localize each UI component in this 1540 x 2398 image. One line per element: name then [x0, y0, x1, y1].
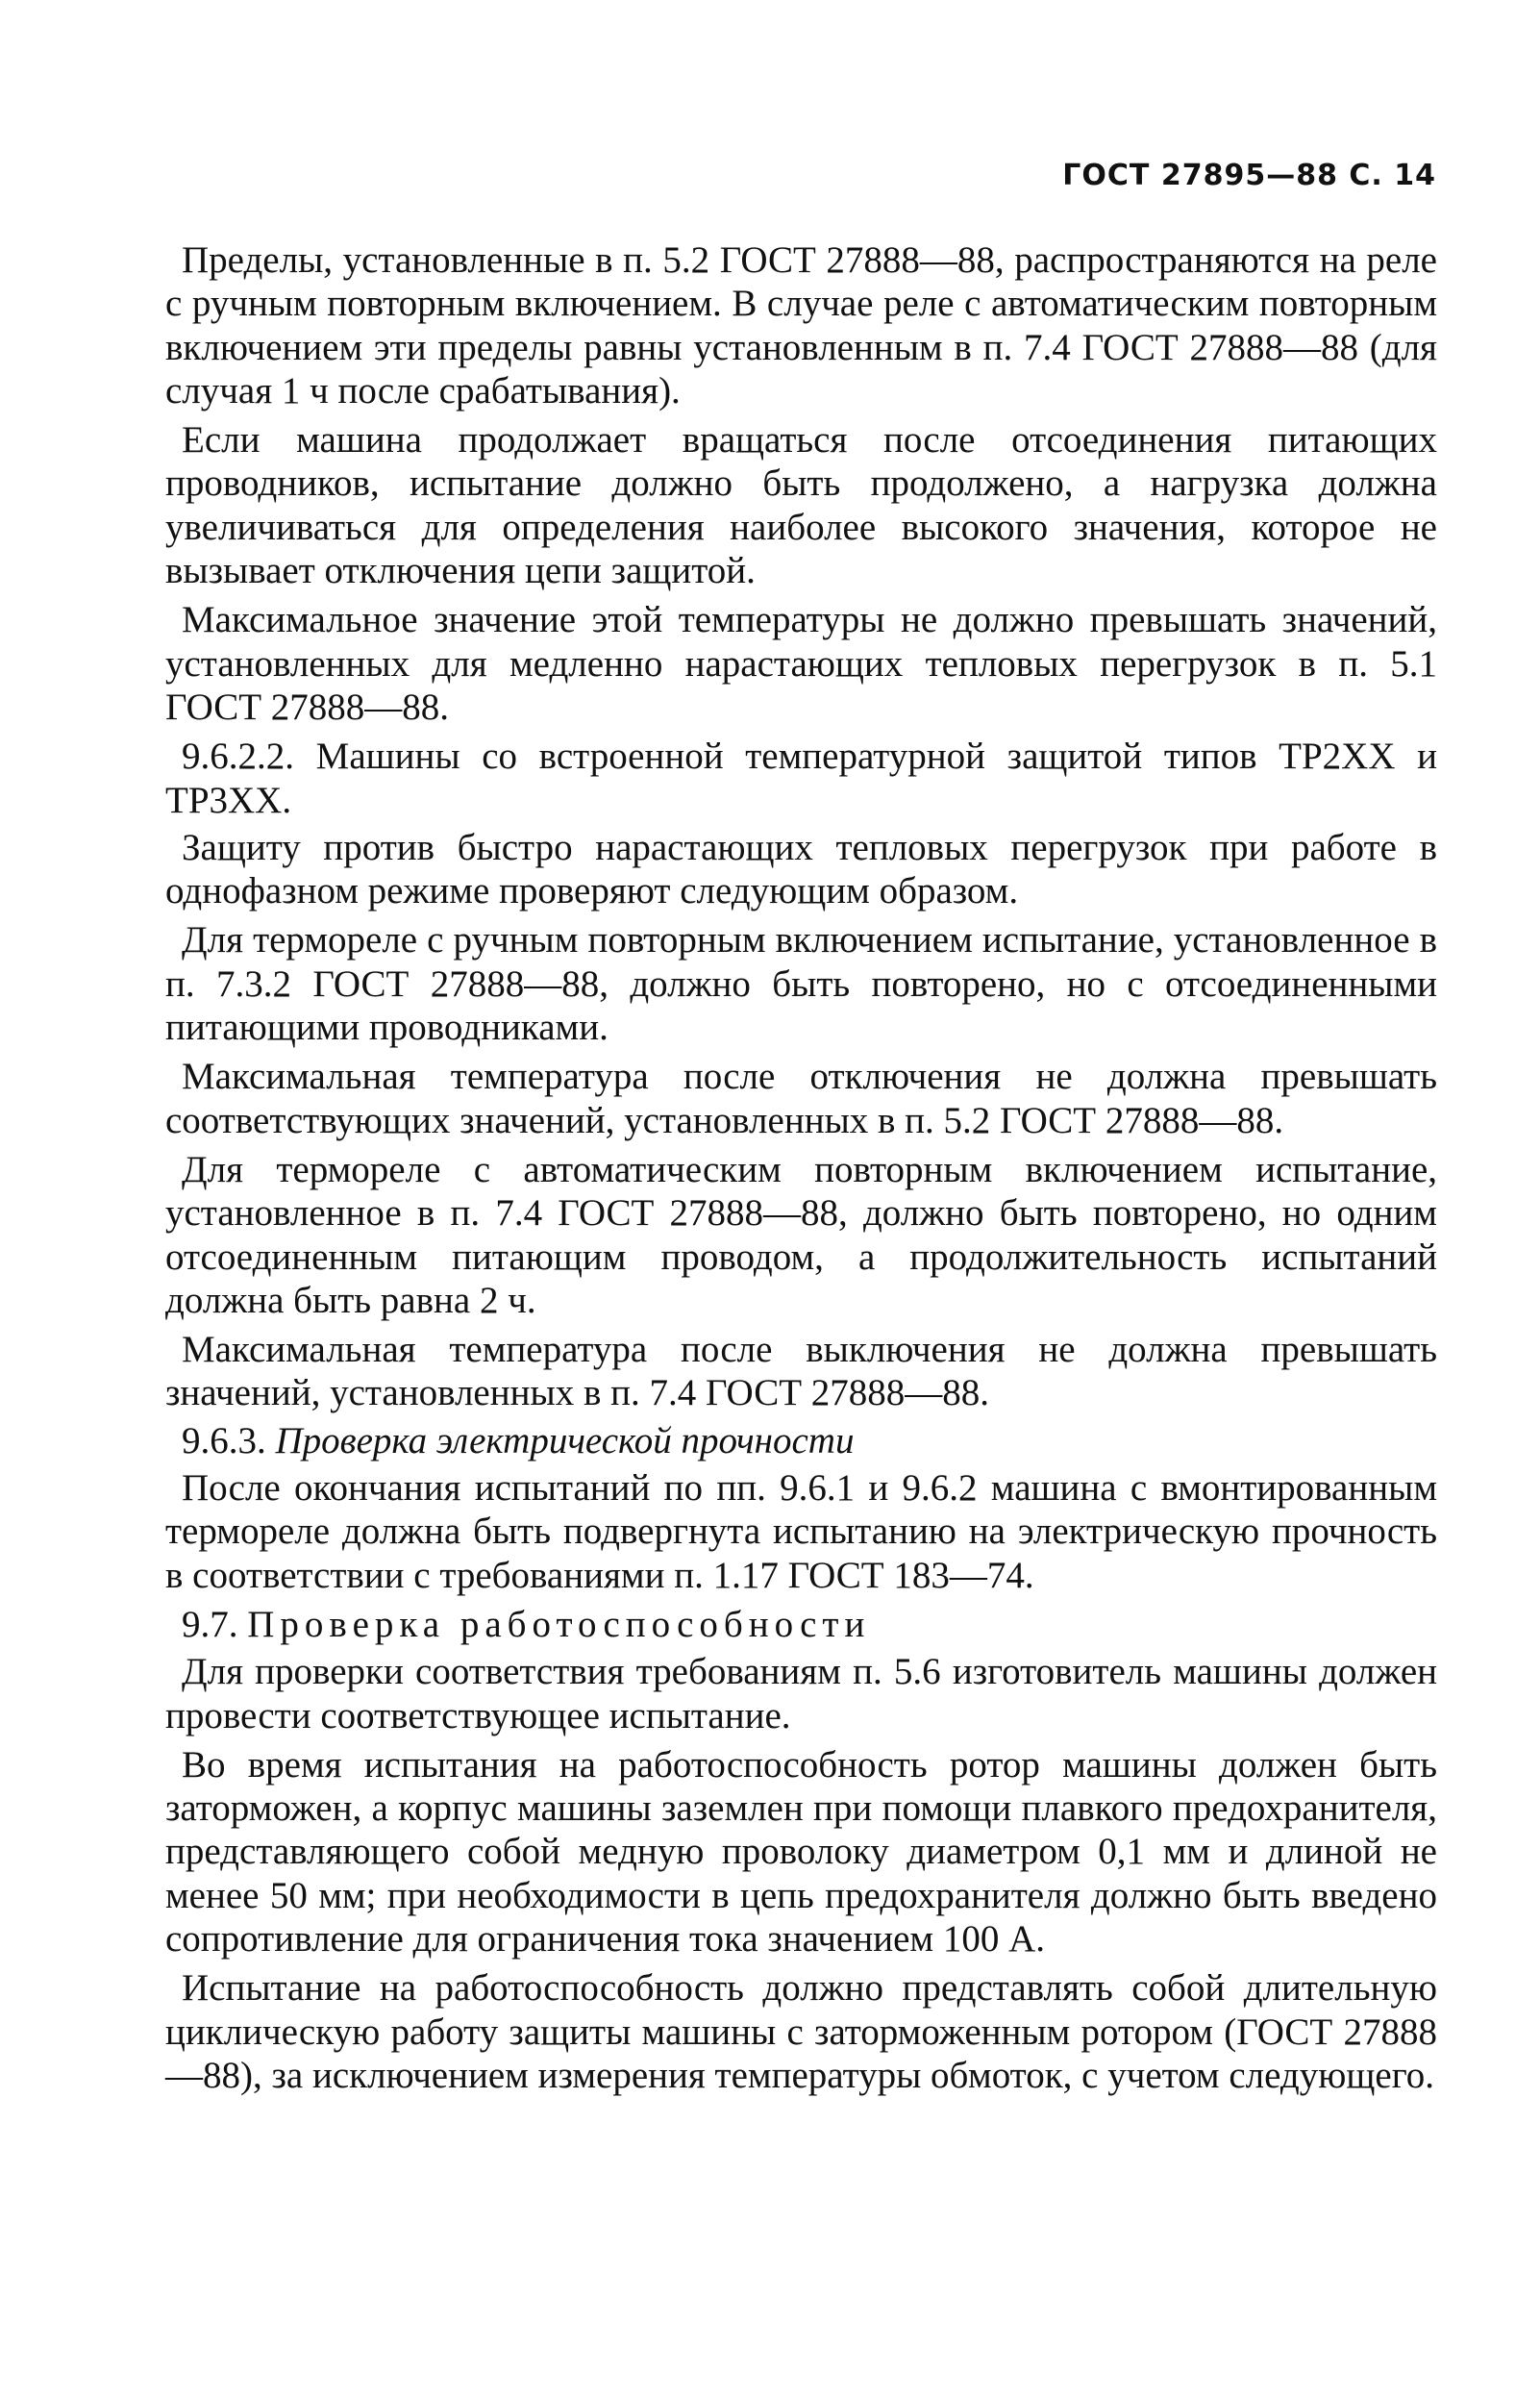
section-heading-963	[165, 1419, 1437, 1462]
section-number-963: 9.6.3.	[182, 1419, 266, 1461]
paragraph-max-temp-after-shutdown: Максимальная температура после выключения не должна превышать значений, установленных в п. 7.4 ГОСТ 27888—88.	[165, 1329, 1437, 1414]
paragraph-manual-reset-relay: Для термореле с ручным повторным включением испытание, установленное в п. 7.3.2 ГОСТ 27888—88, должно быть повторено, но с отсоединенными питающими проводниками.	[165, 919, 1437, 1049]
section-title-97: Проверка работоспособности	[247, 1603, 871, 1645]
paragraph-max-temperature: Максимальное значение этой температуры не должно превышать значений, установленных для медленно нарастающих тепловых перегрузок в п. 5.1 ГОСТ 27888—88.	[165, 599, 1437, 728]
section-number-97: 9.7.	[182, 1603, 238, 1645]
paragraph-relay-limits: Пределы, установленные в п. 5.2 ГОСТ 27888—88, распространяются на реле с ручным повторным включением. В случае реле с автоматическим повторным включением эти пределы равны установленным в п. 7.4 ГОСТ 27888—88 (для случая 1 ч после срабатывания).	[165, 239, 1437, 412]
paragraph-dielectric-strength: После окончания испытаний по пп. 9.6.1 и 9.6.2 машина с вмонтированным термореле должна быть подвергнута испытанию на электрическую прочность в соответствии с требованиями п. 1.17 ГОСТ 183—74.	[165, 1467, 1437, 1596]
paragraph-max-temp-after-trip: Максимальная температура после отключения не должна превышать соответствующих значений, установленных в п. 5.2 ГОСТ 27888—88.	[165, 1056, 1437, 1141]
paragraph-compliance-test: Для проверки соответствия требованиям п. 5.6 изготовитель машины должен провести соответствующее испытание.	[165, 1651, 1437, 1736]
section-heading-97	[165, 1603, 1437, 1646]
paragraph-operability-test-cycle: Испытание на работоспособность должно представлять собой длительную циклическую работу защиты машины с заторможенным ротором (ГОСТ 27888—88), за исключением измерения температуры обмоток, с учетом следующего.	[165, 1967, 1437, 2096]
paragraph-section-9622: 9.6.2.2. Машины со встроенной температурной защитой типов TP2XX и TP3XX.	[165, 736, 1437, 821]
paragraph-machine-rotation: Если машина продолжает вращаться после отсоединения питающих проводников, испытание должно быть продолжено, а нагрузка должна увеличиваться для определения наиболее высокого значения, которое не вызывает отключения цепи защитой.	[165, 419, 1437, 592]
paragraph-operability-test-setup: Во время испытания на работоспособность ротор машины должен быть заторможен, а корпус машины заземлен при помощи плавкого предохранителя, представляющего собой медную проволоку диаметром 0,1 мм и длиной не менее 50 мм; при необходимости в цепь предохранителя должно быть введено сопротивление для ограничения тока значением 100 А.	[165, 1743, 1437, 1960]
document-body	[165, 238, 1437, 2103]
paragraph-auto-reset-relay: Для термореле с автоматическим повторным включением испытание, установленное в п. 7.4 ГОСТ 27888—88, должно быть повторено, но одним отсоединенным питающим проводом, а продолжительность испытаний должна быть равна 2 ч.	[165, 1148, 1437, 1321]
paragraph-protection-check: Защиту против быстро нарастающих тепловых перегрузок при работе в однофазном режиме проверяют следующим образом.	[165, 826, 1437, 912]
page-header: ГОСТ 27895—88 С. 14	[1062, 159, 1436, 192]
section-title-963: Проверка электрической прочности	[275, 1419, 855, 1461]
